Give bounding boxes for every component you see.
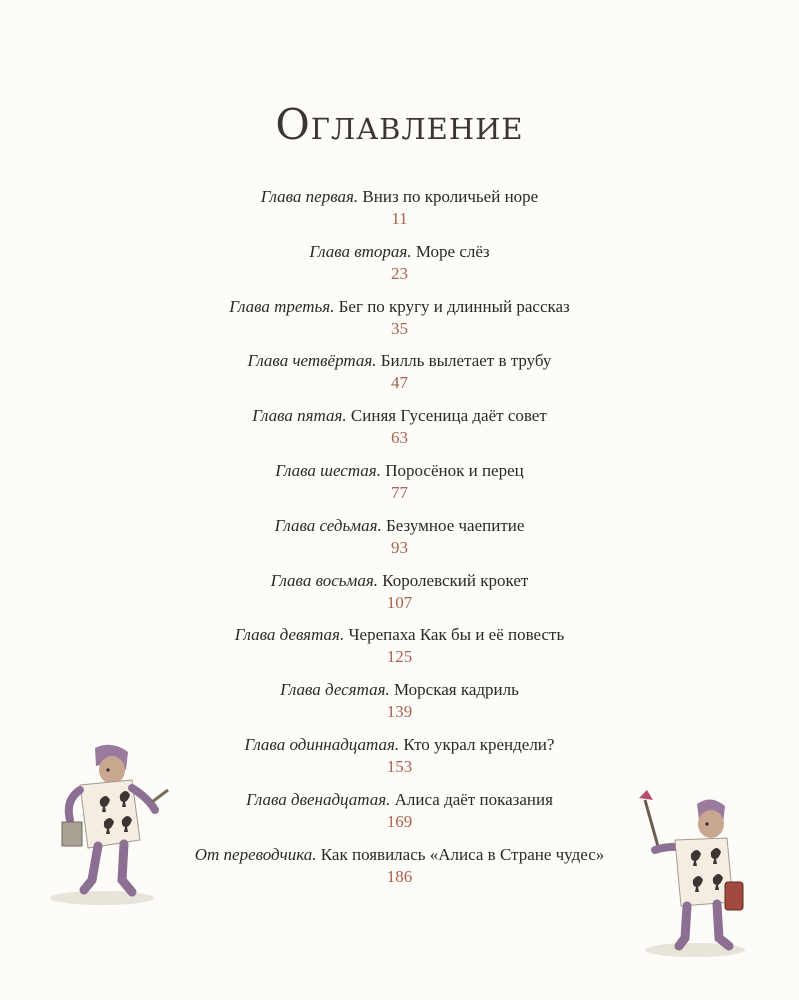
- chapter-label: Глава шестая.: [275, 460, 381, 480]
- chapter-title: Безумное чаепитие: [386, 515, 525, 535]
- chapter-label: Глава восьмая.: [270, 570, 379, 590]
- toc-entry-9[interactable]: [0, 624, 799, 679]
- toc-entry-2[interactable]: [0, 241, 799, 296]
- toc-entry-4[interactable]: [0, 350, 799, 405]
- page-number: 35: [391, 318, 408, 338]
- page-number: 169: [386, 811, 413, 831]
- chapter-label: Глава вторая.: [309, 241, 412, 261]
- chapter-title: Алиса даёт показания: [394, 789, 553, 809]
- page-number: 153: [386, 756, 413, 776]
- page-number: 107: [386, 592, 413, 612]
- chapter-title: Как появилась «Алиса в Стране чудес»: [320, 844, 605, 864]
- chapter-label: От переводчика.: [194, 844, 317, 864]
- card-gardener-illustration-left: [40, 740, 175, 910]
- toc-entry-10[interactable]: [0, 679, 799, 734]
- page-number: 139: [386, 702, 413, 722]
- chapter-title: Бег по кругу и длинный рассказ: [338, 296, 570, 316]
- card-gardener-left-drawing: [40, 740, 175, 910]
- chapter-label: Глава пятая.: [252, 406, 347, 426]
- toc-entry-6[interactable]: [0, 460, 799, 515]
- toc-entry-8[interactable]: [0, 570, 799, 625]
- chapter-title: Морская кадриль: [393, 680, 519, 700]
- toc-entry-3[interactable]: [0, 296, 799, 351]
- page-number: 47: [391, 373, 408, 393]
- page-number: 11: [391, 209, 408, 228]
- chapter-title: Королевский крокет: [382, 570, 529, 590]
- page-number: 77: [391, 482, 408, 502]
- card-gardener-illustration-right: [625, 790, 755, 960]
- toc-entry-1[interactable]: [0, 186, 799, 241]
- chapter-title: Синяя Гусеница даёт совет: [350, 406, 547, 426]
- chapter-label: Глава двенадцатая.: [246, 789, 391, 809]
- chapter-label: Глава седьмая.: [274, 515, 382, 535]
- chapter-title: Кто украл крендели?: [403, 734, 555, 754]
- page-number: 186: [386, 866, 413, 886]
- toc-entry-5[interactable]: [0, 405, 799, 460]
- page-title: Оглавление: [275, 100, 524, 149]
- card-gardener-right-drawing: [625, 790, 755, 960]
- toc-entry-7[interactable]: [0, 515, 799, 570]
- chapter-title: Поросёнок и перец: [385, 460, 524, 480]
- page-number: 63: [391, 428, 408, 448]
- chapter-title: Билль вылетает в трубу: [380, 351, 552, 371]
- chapter-title: Черепаха Как бы и её повесть: [348, 625, 565, 645]
- chapter-label: Глава десятая.: [280, 680, 390, 700]
- page-number: 23: [391, 263, 408, 283]
- chapter-title: Море слёз: [415, 241, 490, 261]
- chapter-label: Глава четвёртая.: [247, 351, 377, 371]
- page-number: 93: [391, 537, 408, 557]
- chapter-title: Вниз по кроличьей норе: [362, 187, 539, 206]
- chapter-label: Глава первая.: [260, 187, 359, 206]
- chapter-label: Глава девятая.: [234, 625, 345, 645]
- chapter-label: Глава одиннадцатая.: [244, 734, 400, 754]
- chapter-label: Глава третья.: [229, 296, 335, 316]
- page-number: 125: [386, 647, 413, 667]
